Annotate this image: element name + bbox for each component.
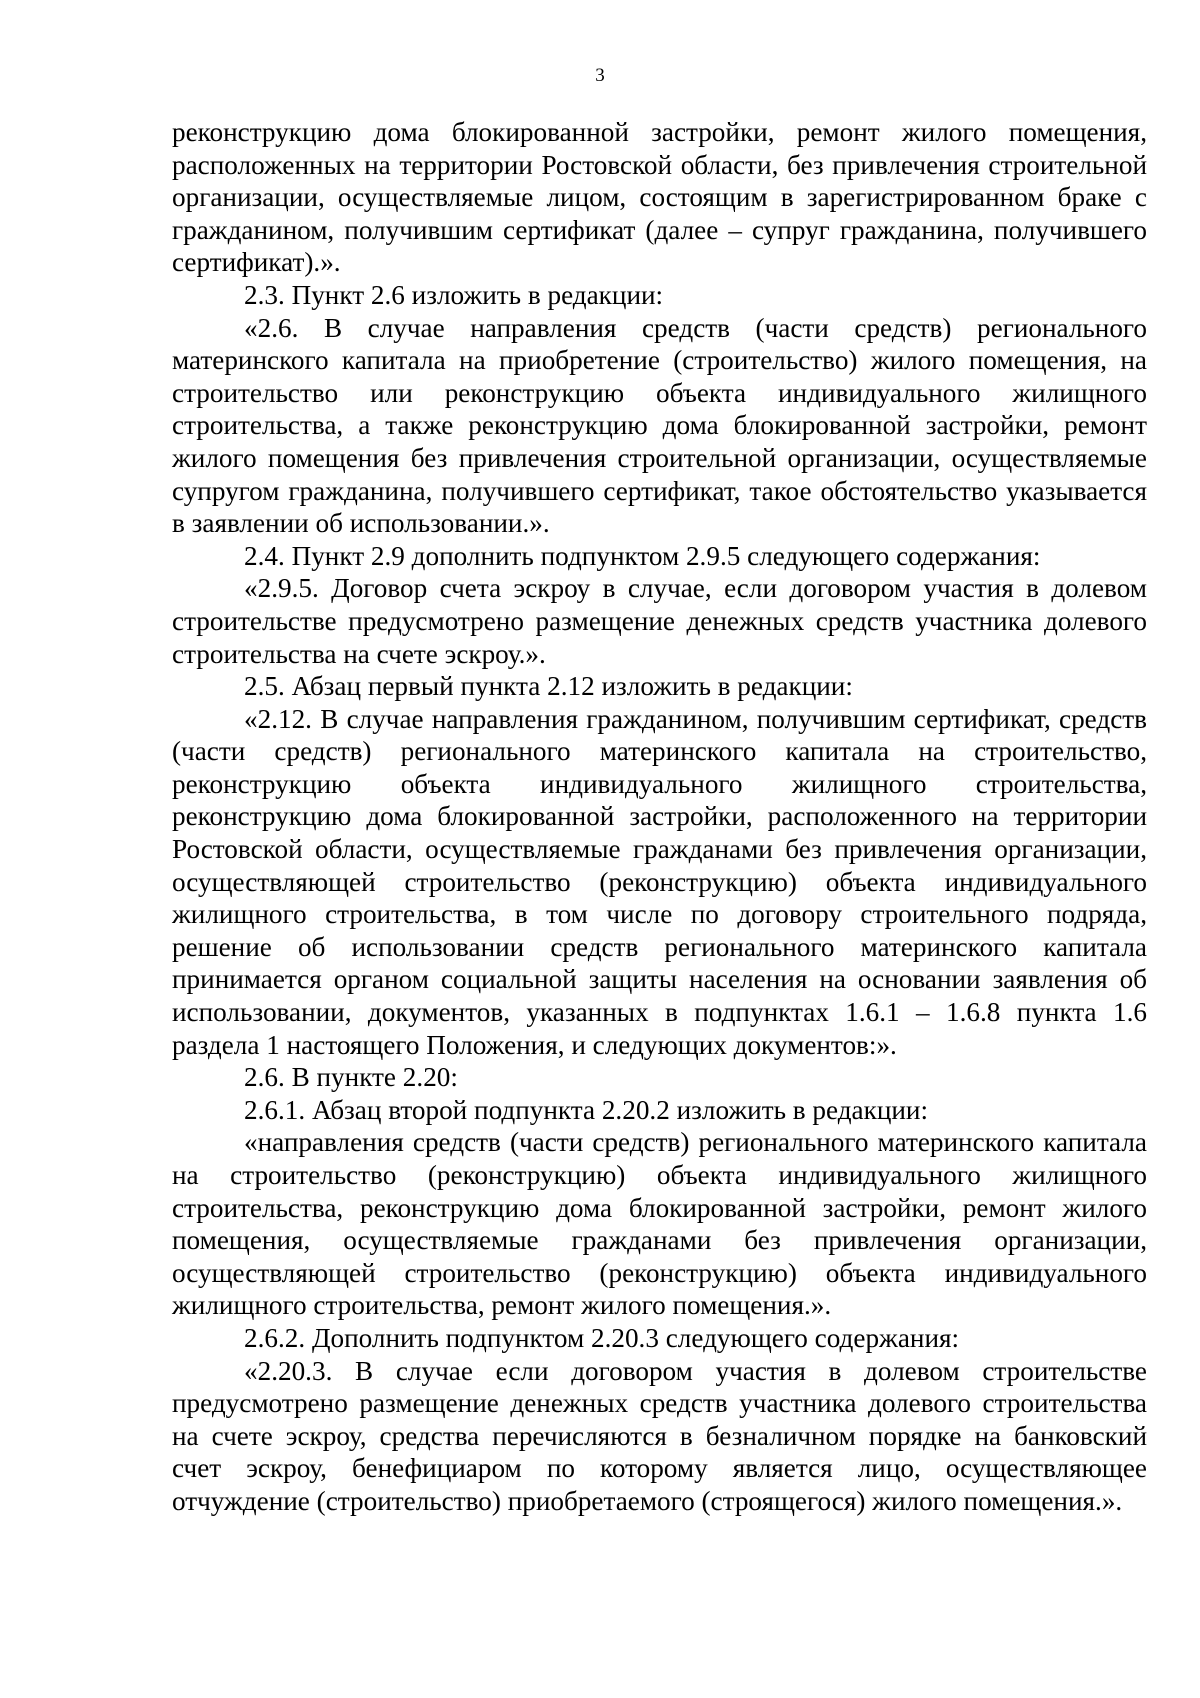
paragraph-2-6-1: 2.6.1. Абзац второй подпункта 2.20.2 изложить в редакции:: [244, 1094, 929, 1125]
paragraph-2-5: 2.5. Абзац первый пункта 2.12 изложить в редакции:: [244, 671, 853, 702]
paragraph-2-20-3-quote: «2.20.3. В случае если договором участия в долевом строительстве предусмотрено размещение денежных средств участника долевого строительства на счете эскроу, средства перечисляются в безналичном порядке на банковский счет эскроу, бенефициаром по которому является лицо, осуществляющее отчуждение (строительство) приобретаемого (строящегося) жилого помещения.».: [172, 1355, 1147, 1516]
paragraph-2-20-2-quote: «направления средств (части средств) регионального материнского капитала на строительство (реконструкцию) объекта индивидуального жилищного строительства, реконструкцию дома блокированной застройки, ремонт жилого помещения, осуществляемые гражданами без привлечения организации, осуществляющей строительство (реконструкцию) объекта индивидуального жилищного строительства, ремонт жилого помещения.».: [172, 1127, 1147, 1321]
paragraph-2-4: 2.4. Пункт 2.9 дополнить подпунктом 2.9.5 следующего содержания:: [244, 540, 1041, 571]
paragraph-2-3: 2.3. Пункт 2.6 изложить в редакции:: [244, 279, 664, 310]
paragraph-2-6: 2.6. В пункте 2.20:: [244, 1062, 458, 1093]
paragraph-continuation: реконструкцию дома блокированной застройки, ремонт жилого помещения, расположенных на территории Ростовской области, без привлечения строительной организации, осуществляемые лицом, состоящим в зарегистрированном браке с гражданином, получившим сертификат (далее – супруг гражданина, получившего сертификат).».: [172, 117, 1147, 278]
paragraph-2-6-quote: «2.6. В случае направления средств (части средств) регионального материнского капитала на приобретение (строительство) жилого помещения, на строительство или реконструкцию объекта индивидуального жилищного строительства, а также реконструкцию дома блокированной застройки, ремонт жилого помещения без привлечения строительной организации, осуществляемые супругом гражданина, получившего сертификат, такое обстоятельство указывается в заявлении об использовании.».: [172, 312, 1147, 539]
page-number: 3: [595, 65, 605, 86]
paragraph-2-12-quote: «2.12. В случае направления гражданином, получившим сертификат, средств (части средств) регионального материнского капитала на строительство, реконструкцию объекта индивидуального жилищного строительства, реконструкцию дома блокированной застройки, расположенного на территории Ростовской области, осуществляемые гражданами без привлечения организации, осуществляющей строительство (реконструкцию) объекта индивидуального жилищного строительства, в том числе по договору строительного подряда, решение об использовании средств регионального материнского капитала принимается органом социальной защиты населения на основании заявления об использовании, документов, указанных в подпунктах 1.6.1 – 1.6.8 пункта 1.6 раздела 1 настоящего Положения, и следующих документов:».: [172, 703, 1147, 1060]
document-body: [172, 116, 1147, 1518]
paragraph-2-9-5-quote: «2.9.5. Договор счета эскроу в случае, если договором участия в долевом строительстве предусмотрено размещение денежных средств участника долевого строительства на счете эскроу.».: [172, 573, 1147, 669]
paragraph-2-6-2: 2.6.2. Дополнить подпунктом 2.20.3 следующего содержания:: [244, 1322, 960, 1353]
